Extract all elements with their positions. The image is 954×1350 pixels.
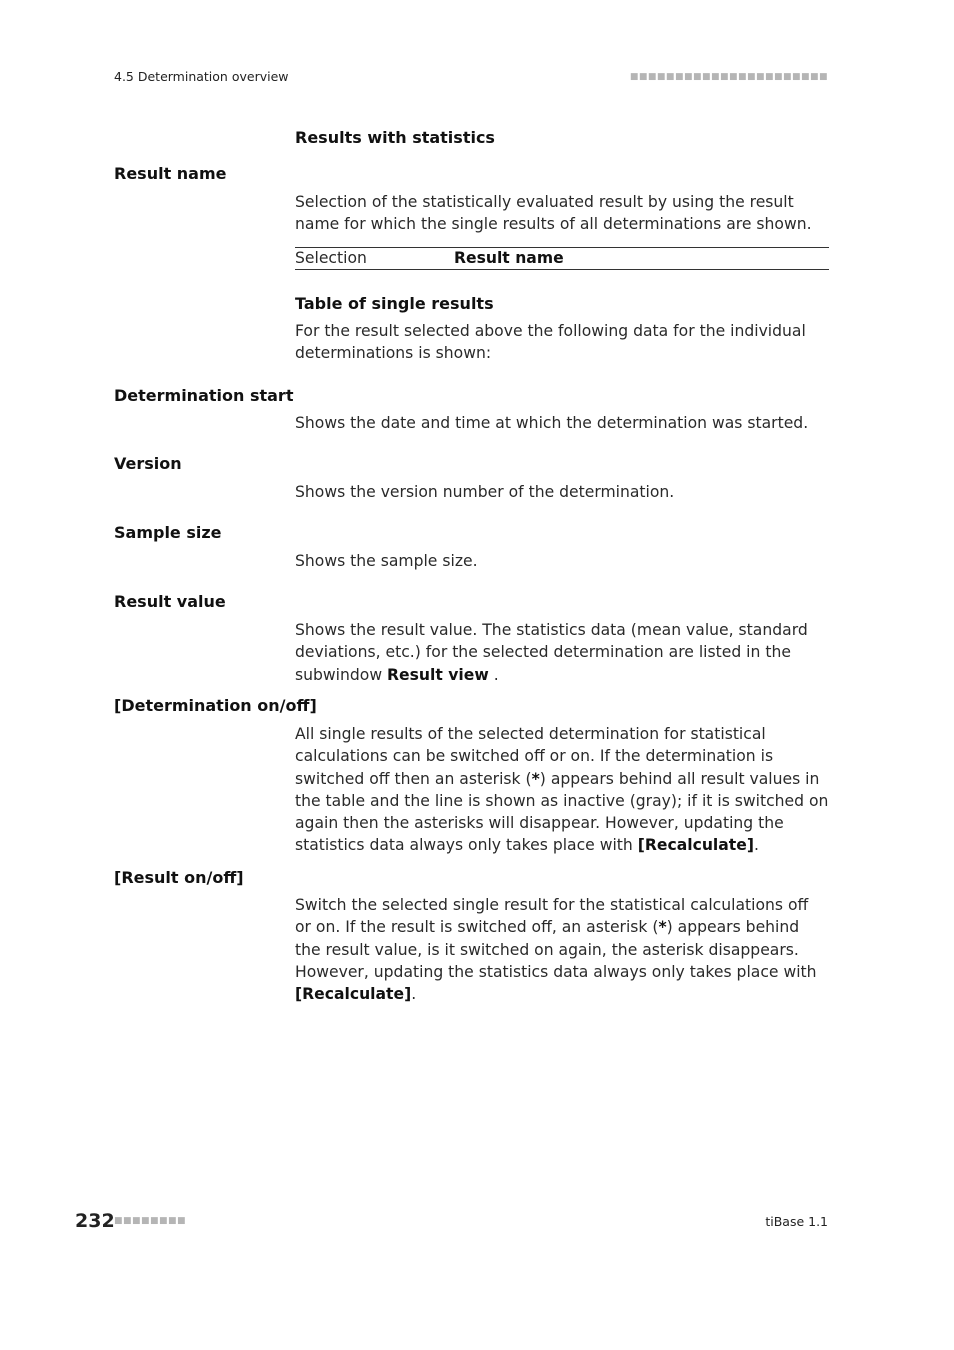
selection-table	[295, 247, 829, 270]
result-onoff-text-2: ) appears behind the result value, is it switched on again, the asterisk disappears. However, updating the statistics data always only takes place with	[295, 918, 817, 981]
term-result-value: Result value	[114, 592, 226, 611]
result-onoff-end: .	[411, 985, 417, 1004]
result-onoff-text-1: Switch the selected single result for the statistical calculations off or on. If the result is switched off, an asterisk (	[295, 896, 809, 937]
result-name-description: Selection of the statistically evaluated result by using the result name for which the single results of all determinations are shown.	[295, 193, 812, 234]
term-version: Version	[114, 454, 182, 473]
table-of-single-results-heading: Table of single results	[295, 294, 494, 313]
asterisk-symbol: *	[658, 918, 667, 937]
page-number: 232	[75, 1210, 115, 1232]
determination-onoff-end: .	[753, 836, 759, 855]
header-decoration: ■■■■■■■■■■■■■■■■■■■■■■	[629, 72, 828, 82]
determination-onoff-text-1: All single results of the selected determination for statistical calculations can be switched off or on. If the determination is switched off then an asterisk (	[295, 725, 774, 788]
result-value-suffix: .	[488, 665, 499, 684]
version-description: Shows the version number of the determination.	[295, 483, 675, 501]
result-view-reference: Result view	[387, 665, 489, 684]
footer-decoration: ■■■■■■■■	[114, 1216, 187, 1226]
term-determination-start: Determination start	[114, 386, 294, 405]
term-result-onoff: [Result on/off]	[114, 868, 244, 887]
recalculate-reference: [Recalculate]	[295, 985, 412, 1004]
term-determination-onoff: [Determination on/off]	[114, 696, 317, 715]
determination-start-description: Shows the date and time at which the determination was started.	[295, 414, 809, 432]
result-onoff-description	[295, 894, 829, 1005]
result-value-text: Shows the result value. The statistics data (mean value, standard deviations, etc.) for the selected determination are listed in the subwindow	[295, 621, 808, 684]
determination-onoff-description	[295, 723, 829, 857]
determination-onoff-text-2: ) appears behind all result values in the table and the line is shown as inactive (gray); if it is switched on again then the asterisks will disappear. However, updating the statistics data always only takes place with	[295, 769, 829, 855]
term-result-name: Result name	[114, 164, 227, 183]
sample-size-description: Shows the sample size.	[295, 552, 478, 570]
result-value-description	[295, 619, 829, 686]
table-intro-text: For the result selected above the following data for the individual determinations is shown:	[295, 322, 806, 363]
asterisk-symbol: *	[531, 769, 540, 788]
results-with-statistics-heading: Results with statistics	[295, 128, 495, 147]
product-name: tiBase 1.1	[765, 1214, 828, 1229]
selection-value: Result name	[454, 249, 564, 267]
recalculate-reference: [Recalculate]	[637, 836, 754, 855]
running-header-section: 4.5 Determination overview	[114, 69, 289, 84]
term-sample-size: Sample size	[114, 523, 222, 542]
selection-label: Selection	[295, 249, 367, 267]
